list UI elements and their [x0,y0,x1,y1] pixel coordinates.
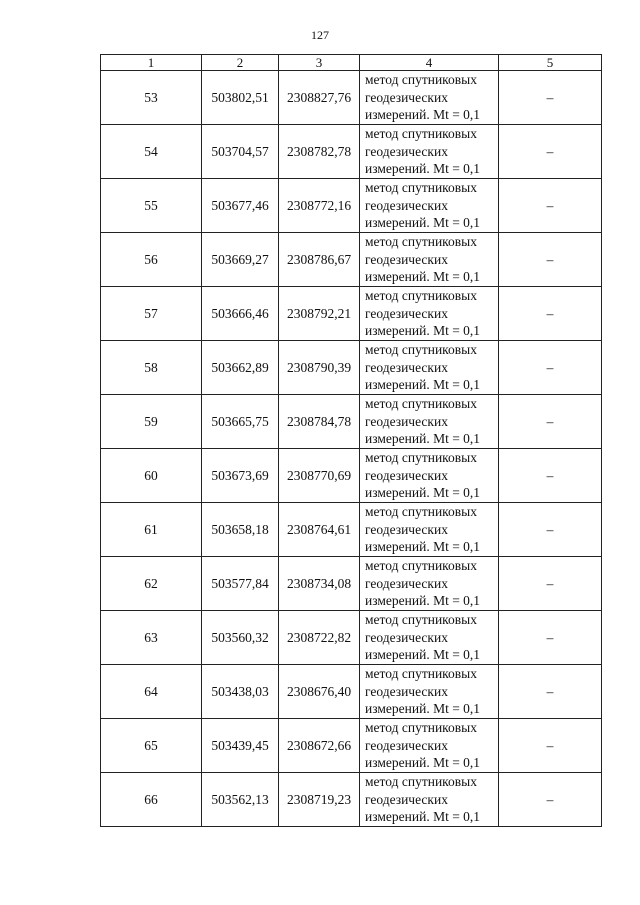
method-line: метод спутниковых [365,558,477,574]
x-coordinate-cell: 503560,32 [202,611,279,665]
method-line: геодезических [365,575,448,591]
header-col-5: 5 [499,55,602,71]
y-coordinate-cell: 2308772,16 [279,179,360,233]
point-number-cell: 57 [101,287,202,341]
method-line: геодезических [365,89,448,105]
method-cell [360,179,499,233]
x-coordinate-cell: 503704,57 [202,125,279,179]
y-coordinate-cell: 2308784,78 [279,395,360,449]
method-line: измерений. Mt = 0,1 [365,269,481,285]
y-coordinate-cell: 2308734,08 [279,557,360,611]
method-cell [360,395,499,449]
method-line: измерений. Mt = 0,1 [365,755,481,771]
table-row [101,503,602,557]
method-cell [360,557,499,611]
table-body [101,71,602,827]
point-number-cell: 63 [101,611,202,665]
x-coordinate-cell: 503658,18 [202,503,279,557]
note-cell: – [499,557,602,611]
method-line: геодезических [365,143,448,159]
note-cell: – [499,71,602,125]
y-coordinate-cell: 2308786,67 [279,233,360,287]
y-coordinate-cell: 2308792,21 [279,287,360,341]
method-cell [360,773,499,827]
x-coordinate-cell: 503438,03 [202,665,279,719]
method-line: измерений. Mt = 0,1 [365,431,481,447]
note-cell: – [499,287,602,341]
method-cell [360,719,499,773]
method-line: геодезических [365,467,448,483]
method-line: геодезических [365,521,448,537]
table-row [101,665,602,719]
method-line: геодезических [365,359,448,375]
method-line: измерений. Mt = 0,1 [365,107,481,123]
y-coordinate-cell: 2308764,61 [279,503,360,557]
point-number-cell: 64 [101,665,202,719]
method-line: измерений. Mt = 0,1 [365,647,481,663]
method-line: метод спутниковых [365,450,477,466]
table-row [101,719,602,773]
page-number: 127 [311,28,329,42]
y-coordinate-cell: 2308782,78 [279,125,360,179]
method-line: метод спутниковых [365,396,477,412]
method-line: метод спутниковых [365,234,477,250]
method-line: геодезических [365,683,448,699]
table-row [101,233,602,287]
y-coordinate-cell: 2308827,76 [279,71,360,125]
note-cell: – [499,611,602,665]
method-line: измерений. Mt = 0,1 [365,323,481,339]
header-row [101,55,602,71]
method-cell [360,71,499,125]
table-row [101,287,602,341]
x-coordinate-cell: 503562,13 [202,773,279,827]
header-col-3: 3 [279,55,360,71]
note-cell: – [499,665,602,719]
method-line: геодезических [365,305,448,321]
y-coordinate-cell: 2308676,40 [279,665,360,719]
method-line: измерений. Mt = 0,1 [365,161,481,177]
table-row [101,179,602,233]
method-cell [360,233,499,287]
table-row [101,611,602,665]
y-coordinate-cell: 2308722,82 [279,611,360,665]
x-coordinate-cell: 503673,69 [202,449,279,503]
note-cell: – [499,773,602,827]
method-line: метод спутниковых [365,666,477,682]
point-number-cell: 61 [101,503,202,557]
method-line: геодезических [365,737,448,753]
method-line: измерений. Mt = 0,1 [365,593,481,609]
method-line: метод спутниковых [365,180,477,196]
point-number-cell: 55 [101,179,202,233]
method-line: метод спутниковых [365,126,477,142]
x-coordinate-cell: 503677,46 [202,179,279,233]
method-cell [360,611,499,665]
table-row [101,449,602,503]
method-line: метод спутниковых [365,612,477,628]
point-number-cell: 53 [101,71,202,125]
method-line: геодезических [365,251,448,267]
x-coordinate-cell: 503802,51 [202,71,279,125]
method-line: метод спутниковых [365,288,477,304]
method-line: измерений. Mt = 0,1 [365,809,481,825]
method-line: измерений. Mt = 0,1 [365,215,481,231]
note-cell: – [499,179,602,233]
method-cell [360,341,499,395]
method-cell [360,503,499,557]
method-cell [360,125,499,179]
note-cell: – [499,233,602,287]
y-coordinate-cell: 2308790,39 [279,341,360,395]
note-cell: – [499,503,602,557]
method-line: измерений. Mt = 0,1 [365,539,481,555]
method-line: метод спутниковых [365,504,477,520]
method-line: геодезических [365,629,448,645]
table-row [101,125,602,179]
table-header [101,55,602,71]
method-line: геодезических [365,791,448,807]
point-number-cell: 56 [101,233,202,287]
y-coordinate-cell: 2308672,66 [279,719,360,773]
note-cell: – [499,449,602,503]
table-row [101,557,602,611]
y-coordinate-cell: 2308719,23 [279,773,360,827]
table-row [101,341,602,395]
method-line: измерений. Mt = 0,1 [365,701,481,717]
x-coordinate-cell: 503662,89 [202,341,279,395]
method-line: метод спутниковых [365,72,477,88]
table-row [101,71,602,125]
header-col-4: 4 [360,55,499,71]
method-line: метод спутниковых [365,342,477,358]
point-number-cell: 65 [101,719,202,773]
header-col-1: 1 [101,55,202,71]
method-line: измерений. Mt = 0,1 [365,485,481,501]
method-line: геодезических [365,413,448,429]
point-number-cell: 60 [101,449,202,503]
method-cell [360,449,499,503]
point-number-cell: 58 [101,341,202,395]
x-coordinate-cell: 503439,45 [202,719,279,773]
point-number-cell: 66 [101,773,202,827]
x-coordinate-cell: 503666,46 [202,287,279,341]
method-cell [360,665,499,719]
x-coordinate-cell: 503665,75 [202,395,279,449]
point-number-cell: 59 [101,395,202,449]
y-coordinate-cell: 2308770,69 [279,449,360,503]
coordinates-table [100,54,602,827]
x-coordinate-cell: 503669,27 [202,233,279,287]
note-cell: – [499,341,602,395]
note-cell: – [499,719,602,773]
x-coordinate-cell: 503577,84 [202,557,279,611]
table-row [101,773,602,827]
table-row [101,395,602,449]
point-number-cell: 62 [101,557,202,611]
method-cell [360,287,499,341]
header-col-2: 2 [202,55,279,71]
method-line: метод спутниковых [365,720,477,736]
method-line: измерений. Mt = 0,1 [365,377,481,393]
method-line: геодезических [365,197,448,213]
point-number-cell: 54 [101,125,202,179]
note-cell: – [499,125,602,179]
note-cell: – [499,395,602,449]
method-line: метод спутниковых [365,774,477,790]
